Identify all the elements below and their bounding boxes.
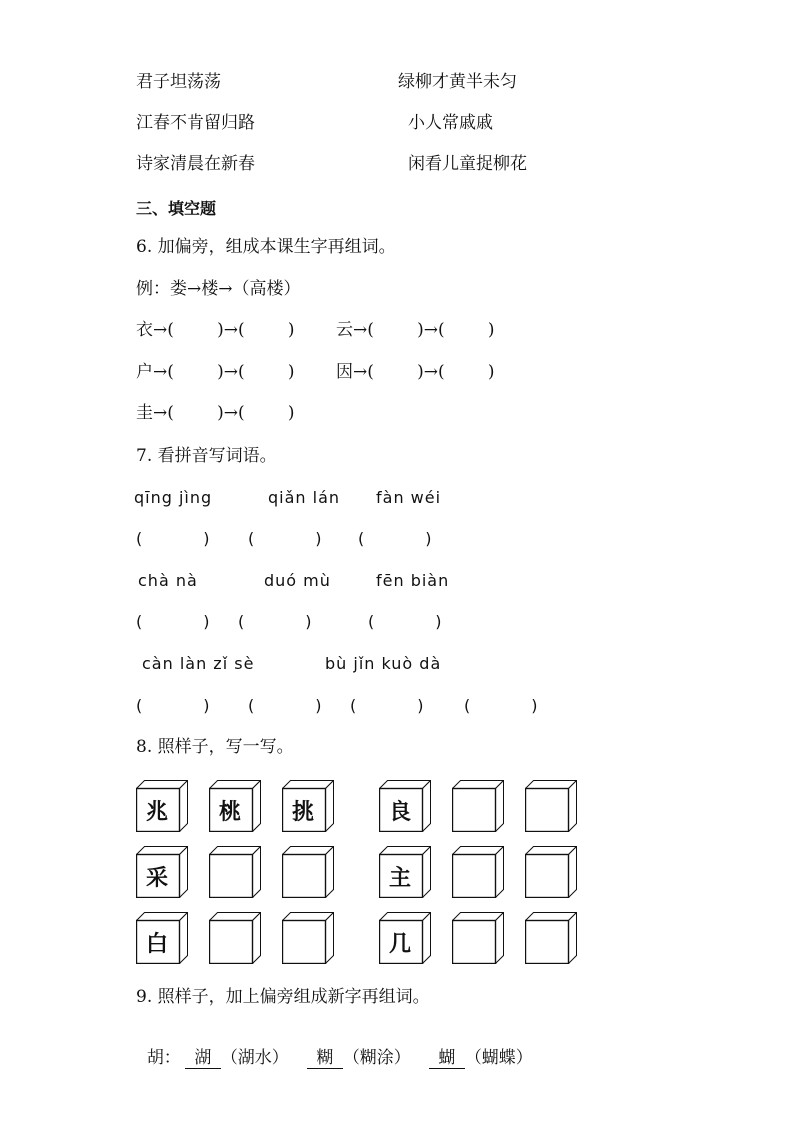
character-box-text: 挑 — [291, 799, 314, 825]
poem-line-1-left: 君子坦荡荡 — [136, 72, 221, 92]
character-box-left-r3-c2[interactable] — [209, 912, 261, 964]
q6-title: 6. 加偏旁，组成本课生字再组词。 — [136, 237, 396, 257]
poem-line-3-left: 诗家清晨在新春 — [136, 154, 255, 174]
character-box-text: 兆 — [145, 799, 168, 825]
q9-char-1: 湖 — [185, 1048, 221, 1069]
answer-blank[interactable]: ( ) — [248, 696, 322, 715]
pinyin-bu-jin-kuo-da: bù jǐn kuò dà — [325, 654, 442, 673]
character-box-text — [525, 854, 567, 898]
character-box-text — [525, 788, 567, 832]
character-box-right-r2-c2[interactable] — [452, 846, 504, 898]
character-box-right-r3-c3[interactable] — [525, 912, 577, 964]
poem-line-2-right: 小人常戚戚 — [408, 113, 493, 133]
character-box-text: 采 — [145, 865, 168, 891]
q6-row1-right[interactable]: 云→( )→( ) — [336, 320, 495, 340]
character-box-text — [282, 920, 324, 964]
q9-title: 9. 照样子，加上偏旁组成新字再组词。 — [136, 987, 430, 1007]
character-box-right-r2-c3[interactable] — [525, 846, 577, 898]
character-box-right-r1-c3[interactable] — [525, 780, 577, 832]
character-box-text: 主 — [388, 865, 411, 891]
pinyin-duo-mu: duó mù — [264, 571, 331, 590]
q9-example-row — [136, 1028, 533, 1069]
answer-blank[interactable]: ( ) — [136, 529, 210, 548]
character-box-left-r2-c1[interactable] — [136, 846, 188, 898]
poem-line-1-right: 绿柳才黄半未匀 — [398, 72, 517, 92]
character-box-text — [282, 854, 324, 898]
character-box-text — [209, 854, 251, 898]
q7-title: 7. 看拼音写词语。 — [136, 446, 277, 466]
answer-blank[interactable]: ( ) — [238, 612, 312, 631]
character-box-text: 良 — [388, 799, 411, 825]
pinyin-qian-lan: qiǎn lán — [268, 488, 341, 507]
pinyin-fen-bian: fēn biàn — [376, 571, 450, 590]
character-box-right-r3-c2[interactable] — [452, 912, 504, 964]
character-box-left-r2-c3[interactable] — [282, 846, 334, 898]
q8-title: 8. 照样子，写一写。 — [136, 737, 294, 757]
character-box-text — [525, 920, 567, 964]
pinyin-can-lan-zi-se: càn làn zǐ sè — [142, 654, 255, 673]
character-box-left-r1-c2[interactable] — [209, 780, 261, 832]
character-box-text — [209, 920, 251, 964]
character-box-text: 白 — [145, 931, 168, 957]
q9-word-3: （蝴蝶） — [464, 1048, 533, 1068]
q6-row2-left[interactable]: 户→( )→( ) — [136, 362, 295, 382]
answer-blank[interactable]: ( ) — [368, 612, 442, 631]
q9-char-3: 蝴 — [429, 1048, 465, 1069]
character-box-left-r2-c2[interactable] — [209, 846, 261, 898]
answer-blank[interactable]: ( ) — [358, 529, 432, 548]
answer-blank[interactable]: ( ) — [350, 696, 424, 715]
character-box-text: 几 — [388, 931, 411, 957]
section-3-title: 三、填空题 — [136, 199, 217, 218]
poem-line-3-right: 闲看儿童捉柳花 — [408, 154, 527, 174]
answer-blank[interactable]: ( ) — [136, 696, 210, 715]
character-box-right-r2-c1[interactable] — [379, 846, 431, 898]
q9-prefix: 胡： — [146, 1048, 181, 1068]
character-box-left-r3-c1[interactable] — [136, 912, 188, 964]
character-box-right-r1-c2[interactable] — [452, 780, 504, 832]
pinyin-cha-na: chà nà — [138, 571, 198, 590]
pinyin-fan-wei: fàn wéi — [376, 488, 442, 507]
character-box-right-r3-c1[interactable] — [379, 912, 431, 964]
character-box-text — [452, 788, 494, 832]
poem-line-2-left: 江春不肯留归路 — [136, 113, 255, 133]
q9-word-1: （湖水） — [220, 1048, 289, 1068]
character-box-left-r1-c3[interactable] — [282, 780, 334, 832]
q6-example: 例：娄→楼→（高楼） — [136, 279, 301, 299]
character-box-text: 桃 — [218, 799, 241, 825]
answer-blank[interactable]: ( ) — [464, 696, 538, 715]
character-box-right-r1-c1[interactable] — [379, 780, 431, 832]
q6-row3-left[interactable]: 圭→( )→( ) — [136, 403, 295, 423]
character-box-text — [452, 854, 494, 898]
q9-char-2: 糊 — [307, 1048, 343, 1069]
answer-blank[interactable]: ( ) — [136, 612, 210, 631]
answer-blank[interactable]: ( ) — [248, 529, 322, 548]
q6-row1-left[interactable]: 衣→( )→( ) — [136, 320, 295, 340]
character-box-text — [452, 920, 494, 964]
q9-word-2: （糊涂） — [342, 1048, 411, 1068]
pinyin-qing-jing: qīng jìng — [134, 488, 213, 507]
character-box-left-r3-c3[interactable] — [282, 912, 334, 964]
character-box-left-r1-c1[interactable] — [136, 780, 188, 832]
q6-row2-right[interactable]: 因→( )→( ) — [336, 362, 495, 382]
